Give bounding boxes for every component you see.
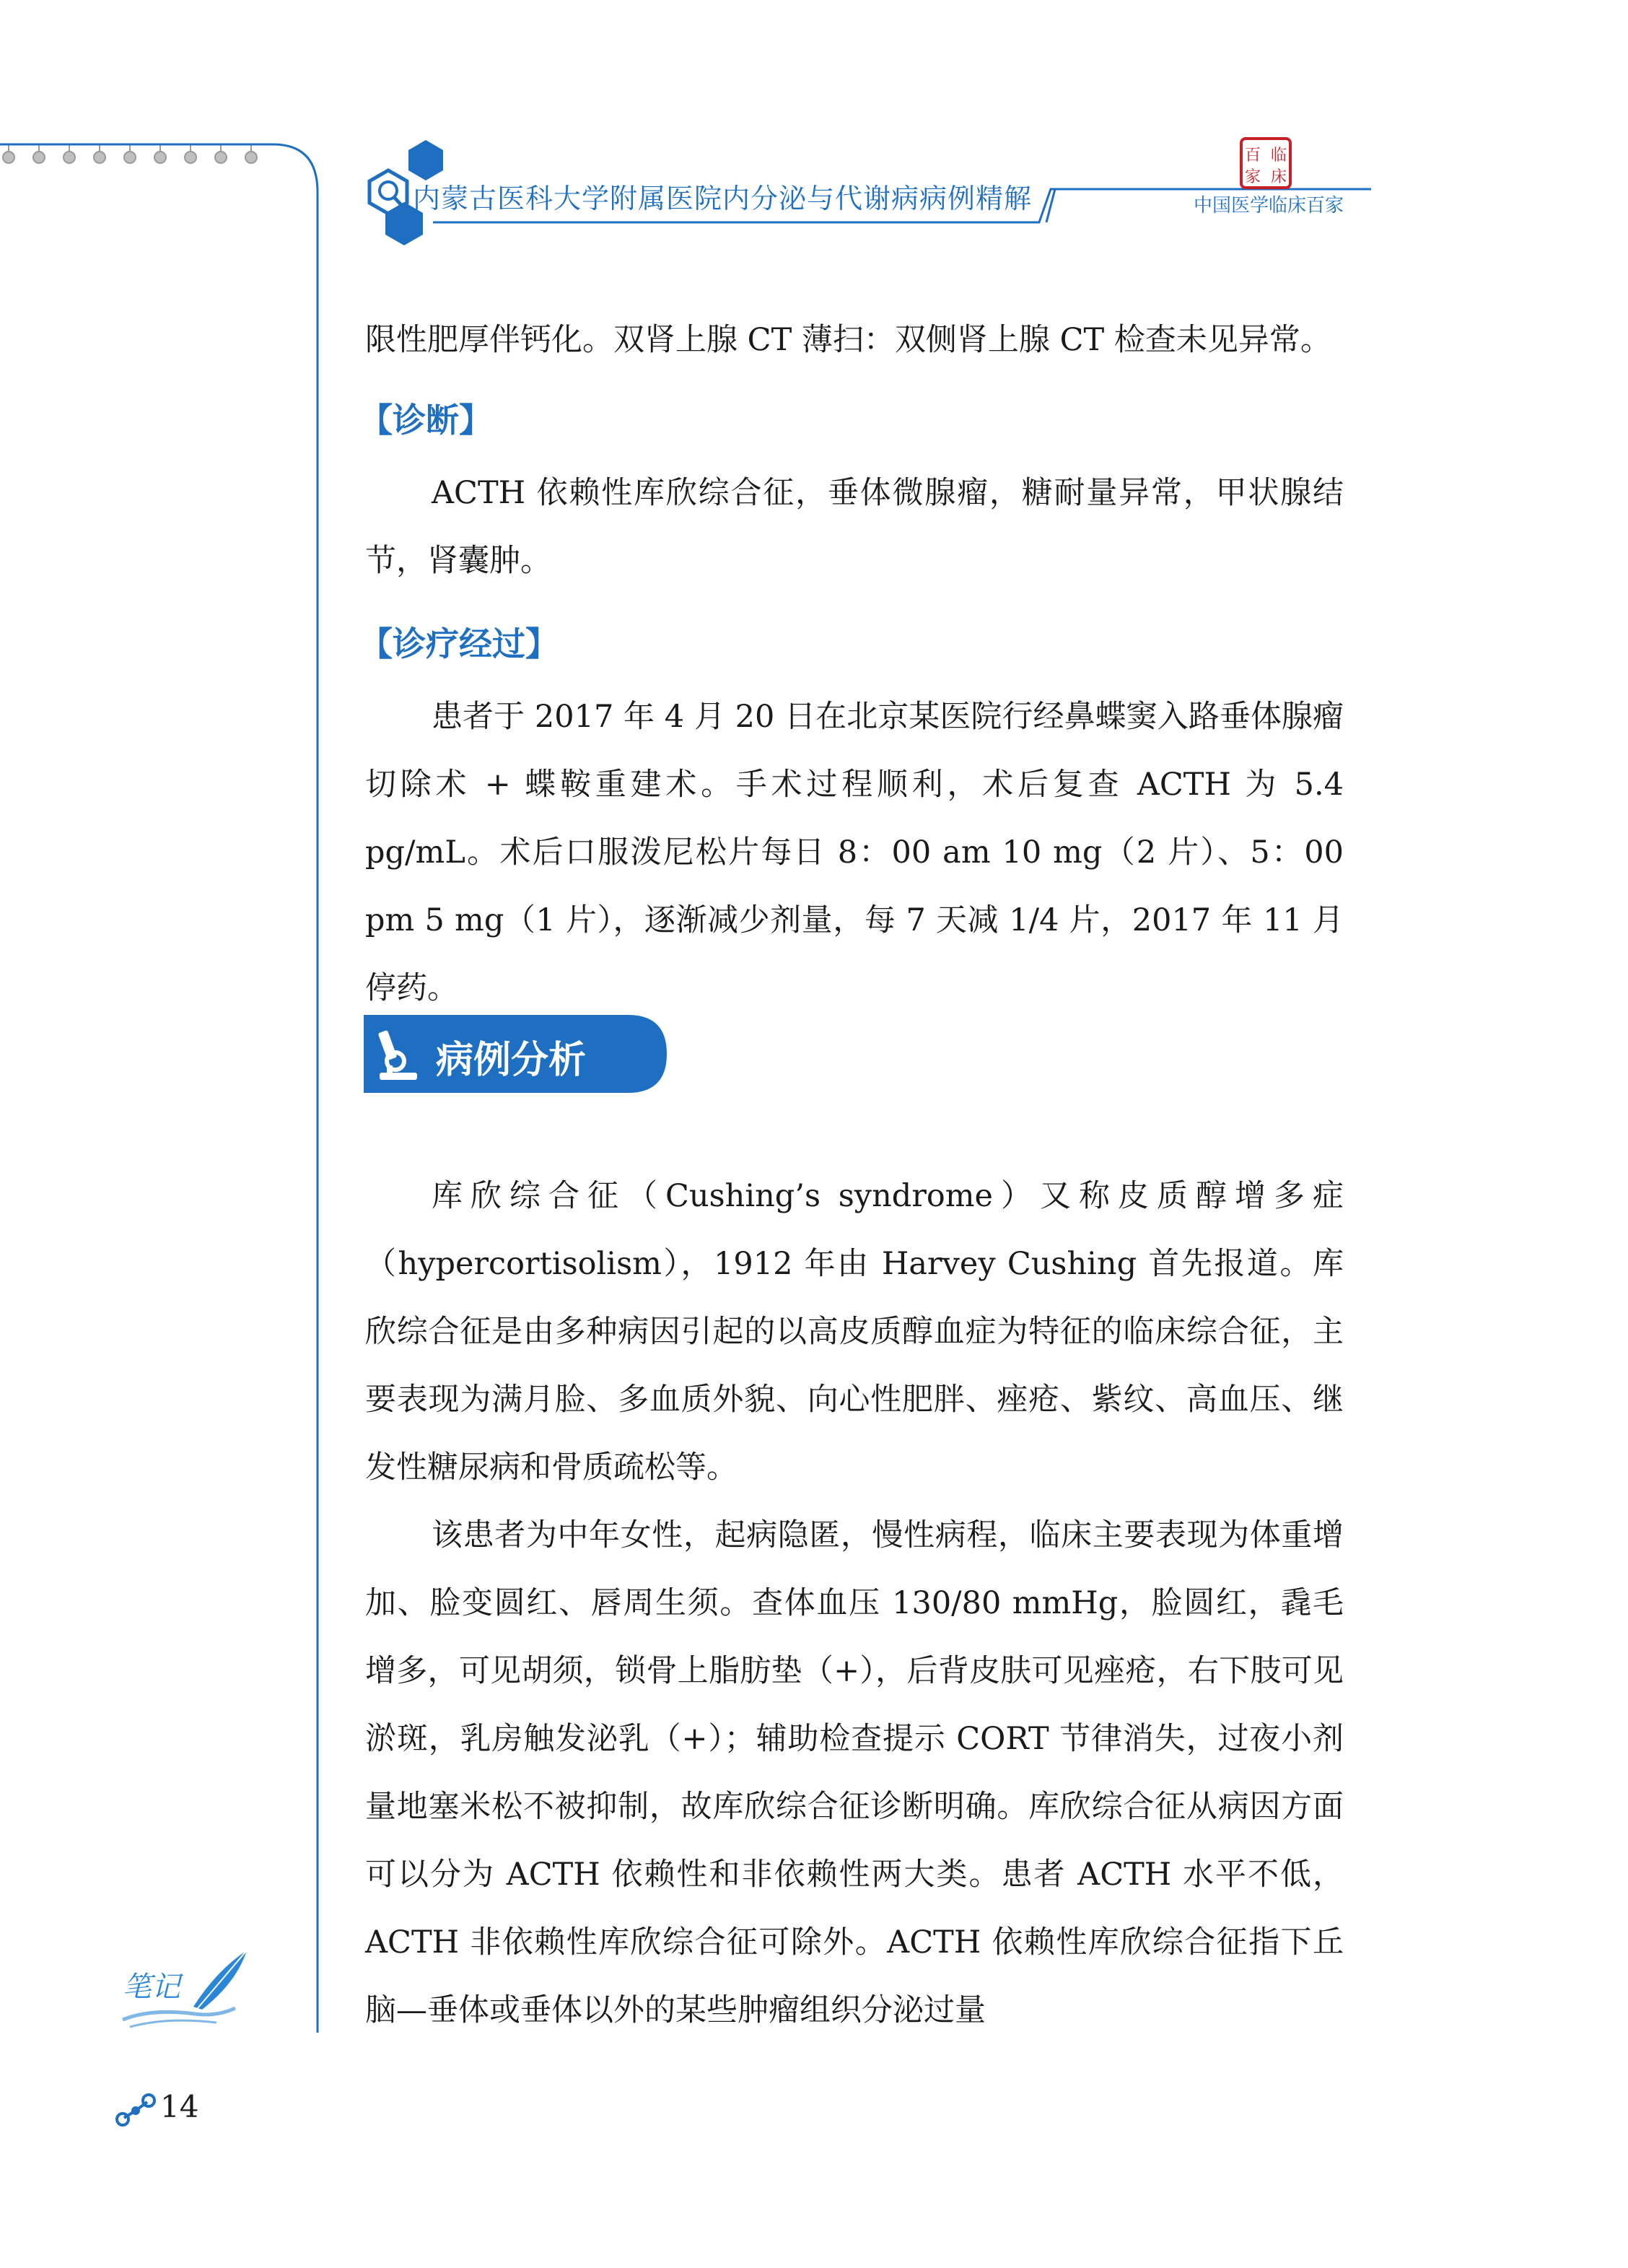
margin-rule-line (0, 141, 332, 2033)
book-title: 内蒙古医科大学附属医院内分泌与代谢病病例精解 (413, 183, 1033, 214)
notes-label: 笔记 (123, 1971, 180, 2004)
treatment-heading: 【诊疗经过】 (359, 624, 559, 663)
analysis-paragraph-2: 该患者为中年女性，起病隐匿，慢性病程，临床主要表现为体重增加、脸变圆红、唇周生须。查体血压 130/80 mmHg，脸圆红，毳毛增多，可见胡须，锁骨上脂肪垫（+），后背皮肤可见痤疮，右下肢可见淤斑，乳房触发泌乳（+）；辅助检查提示 CORT 节律消失，过夜小剂量地塞米松不被抑制，故库欣综合征诊断明确。库欣综合征从病因方面可以分为 ACTH 依赖性和非依赖性两大类。患者 ACTH 水平不低，ACTH 非依赖性库欣综合征可除外。ACTH 依赖性库欣综合征指下丘脑—垂体或垂体以外的某些肿瘤组织分泌过量 (365, 1517, 1344, 2028)
molecule-icon (114, 2092, 157, 2128)
svg-text:临: 临 (1270, 147, 1287, 165)
notes-pen-icon (108, 1945, 253, 2031)
svg-text:家: 家 (1244, 168, 1261, 186)
analysis-paragraph-1: 库欣综合征（Cushing’s syndrome）又称皮质醇增多症（hypercortisolism），1912 年由 Harvey Cushing 首先报道。库欣综合征是由多种病因引起的以高皮质醇血症为特征的临床综合征，主要表现为满月脸、多血质外貌、向心性肥胖、痤疮、紫纹、高血压、继发性糖尿病和骨质疏松等。 (365, 1178, 1344, 1486)
series-seal-logo (1238, 136, 1293, 191)
case-analysis-title: 病例分析 (436, 1039, 587, 1082)
diagnosis-heading: 【诊断】 (359, 401, 492, 440)
diagnosis-paragraph: ACTH 依赖性库欣综合征，垂体微腺瘤，糖耐量异常，甲状腺结节，肾囊肿。 (365, 475, 1344, 579)
page-number: 14 (160, 2089, 199, 2124)
continuation-paragraph: 限性肥厚伴钙化。双肾上腺 CT 薄扫：双侧肾上腺 CT 检查未见异常。 (365, 322, 1331, 358)
svg-text:百: 百 (1244, 147, 1261, 165)
treatment-paragraph: 患者于 2017 年 4 月 20 日在北京某医院行经鼻蝶窦入路垂体腺瘤切除术 + 蝶鞍重建术。手术过程顺利，术后复查 ACTH 为 5.4 pg/mL。术后口服泼尼松片每日 8：00 am 10 mg（2 片）、5：00 pm 5 mg（1 片），逐渐减少剂量，每 7 天减 1/4 片，2017 年 11 月停药。 (365, 699, 1344, 1006)
svg-text:床: 床 (1270, 168, 1287, 186)
series-name: 中国医学临床百家 (1194, 195, 1344, 217)
